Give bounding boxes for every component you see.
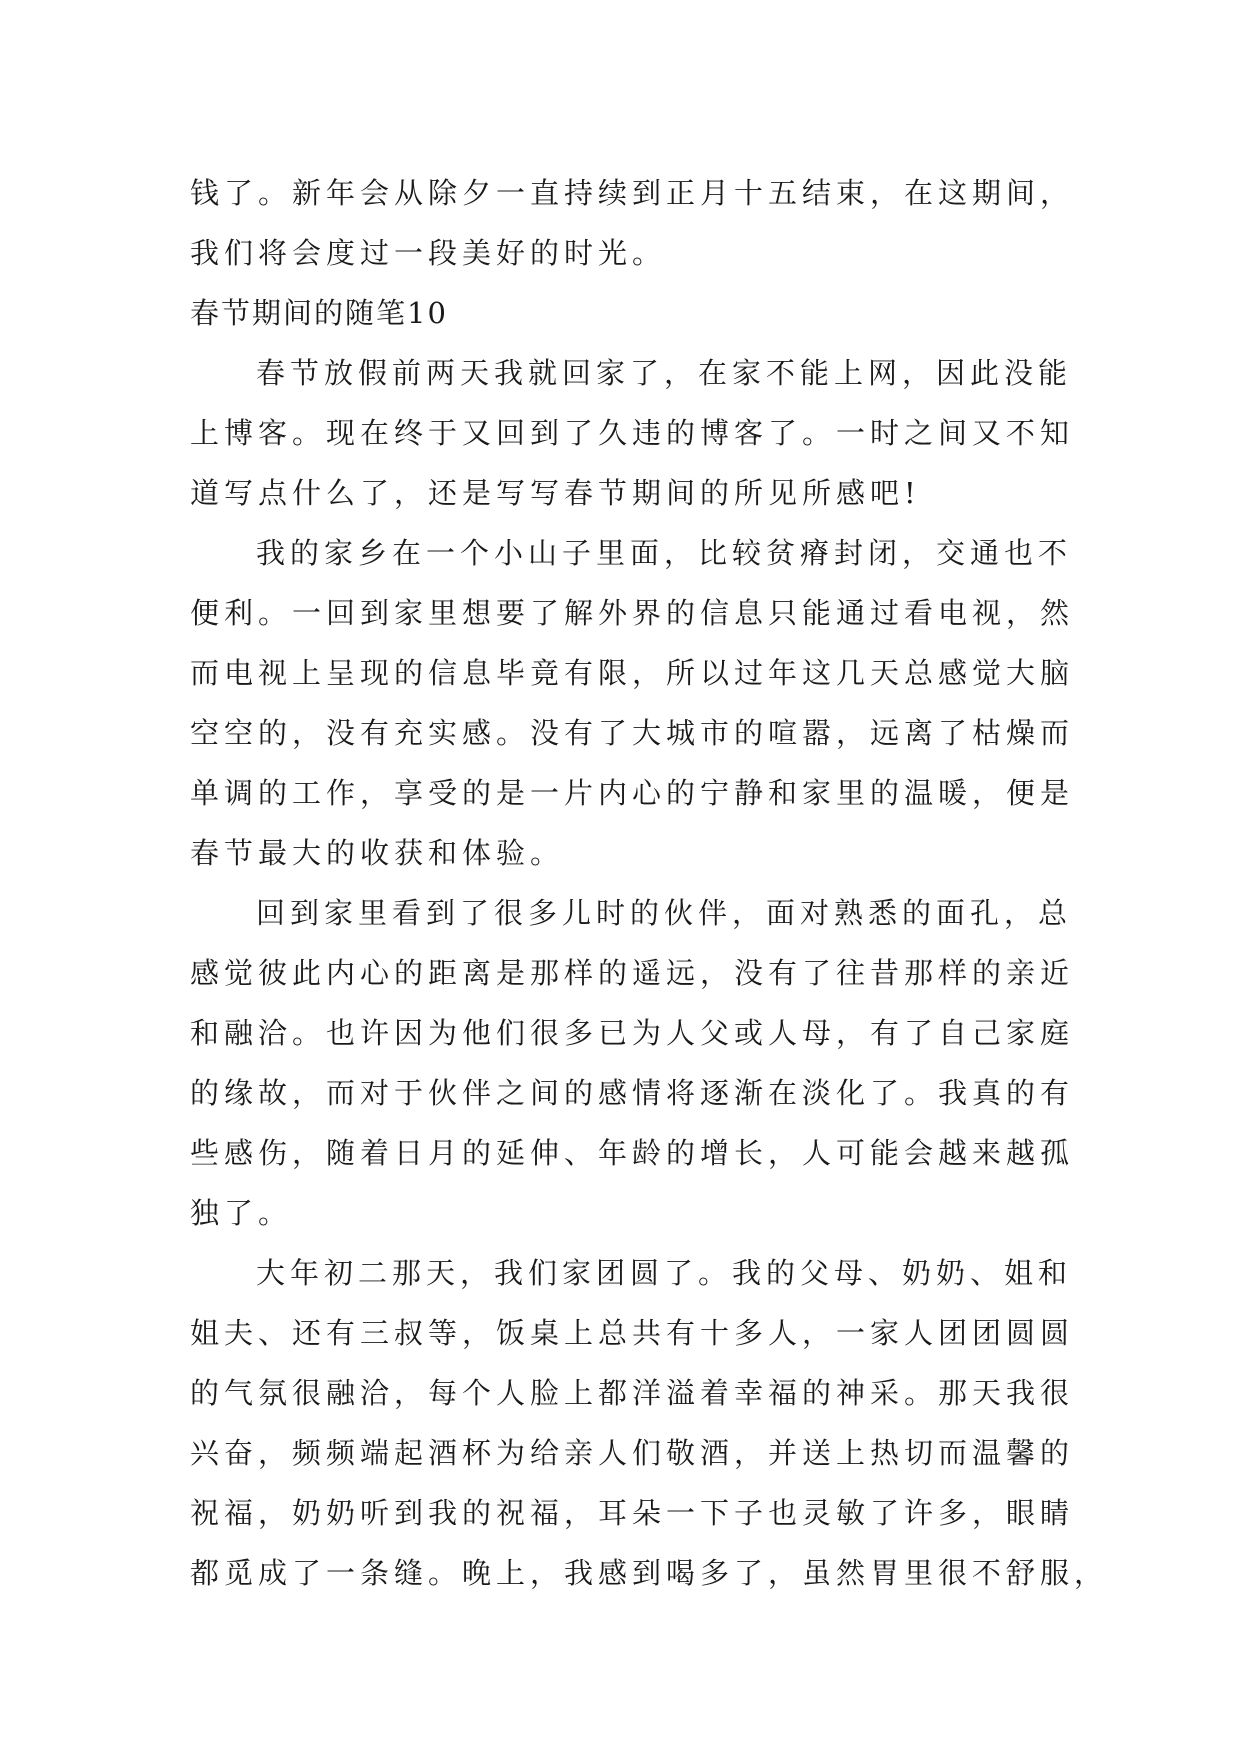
text-line: 钱了。新年会从除夕一直持续到正月十五结束，在这期间， <box>190 176 1075 210</box>
paragraph <box>190 523 1075 883</box>
text-line: 道写点什么了，还是写写春节期间的所见所感吧! <box>190 476 921 510</box>
paragraph <box>190 1243 1109 1603</box>
text-line: 单调的工作，享受的是一片内心的宁静和家里的温暖，便是 <box>190 776 1075 810</box>
paragraph <box>190 883 1075 1243</box>
section-title: 春节期间的随笔10 <box>190 296 448 330</box>
text-line: 而电视上呈现的信息毕竟有限，所以过年这几天总感觉大脑 <box>190 656 1075 690</box>
text-line: 上博客。现在终于又回到了久违的博客了。一时之间又不知 <box>190 416 1075 450</box>
text-line: 空空的，没有充实感。没有了大城市的喧嚣，远离了枯燥而 <box>190 716 1075 750</box>
text-line: 春节最大的收获和体验。 <box>190 836 565 870</box>
text-line: 我的家乡在一个小山子里面，比较贫瘠封闭，交通也不 <box>256 536 1073 570</box>
text-line: 些感伤，随着日月的延伸、年龄的增长，人可能会越来越孤 <box>190 1136 1075 1170</box>
text-line: 姐夫、还有三叔等，饭桌上总共有十多人，一家人团团圆圆 <box>190 1316 1075 1350</box>
text-line: 便利。一回到家里想要了解外界的信息只能通过看电视，然 <box>190 596 1075 630</box>
text-line: 回到家里看到了很多儿时的伙伴，面对熟悉的面孔，总 <box>256 896 1073 930</box>
paragraph <box>190 343 1075 523</box>
continuation-paragraph <box>190 163 1075 283</box>
text-line: 都觅成了一条缝。晚上，我感到喝多了，虽然胃里很不舒服， <box>190 1556 1109 1590</box>
text-line: 独了。 <box>190 1196 293 1230</box>
text-line: 感觉彼此内心的距离是那样的遥远，没有了往昔那样的亲近 <box>190 956 1075 990</box>
text-line: 我们将会度过一段美好的时光。 <box>190 236 667 270</box>
text-line: 的气氛很融洽，每个人脸上都洋溢着幸福的神采。那天我很 <box>190 1376 1075 1410</box>
text-line: 的缘故，而对于伙伴之间的感情将逐渐在淡化了。我真的有 <box>190 1076 1075 1110</box>
document-body <box>190 163 1109 1603</box>
text-line: 和融洽。也许因为他们很多已为人父或人母，有了自己家庭 <box>190 1016 1075 1050</box>
text-line: 兴奋，频频端起酒杯为给亲人们敬酒，并送上热切而温馨的 <box>190 1436 1075 1470</box>
text-line: 祝福，奶奶听到我的祝福，耳朵一下子也灵敏了许多，眼睛 <box>190 1496 1075 1530</box>
text-line: 春节放假前两天我就回家了，在家不能上网，因此没能 <box>256 356 1073 390</box>
text-line: 大年初二那天，我们家团圆了。我的父母、奶奶、姐和 <box>256 1256 1073 1290</box>
